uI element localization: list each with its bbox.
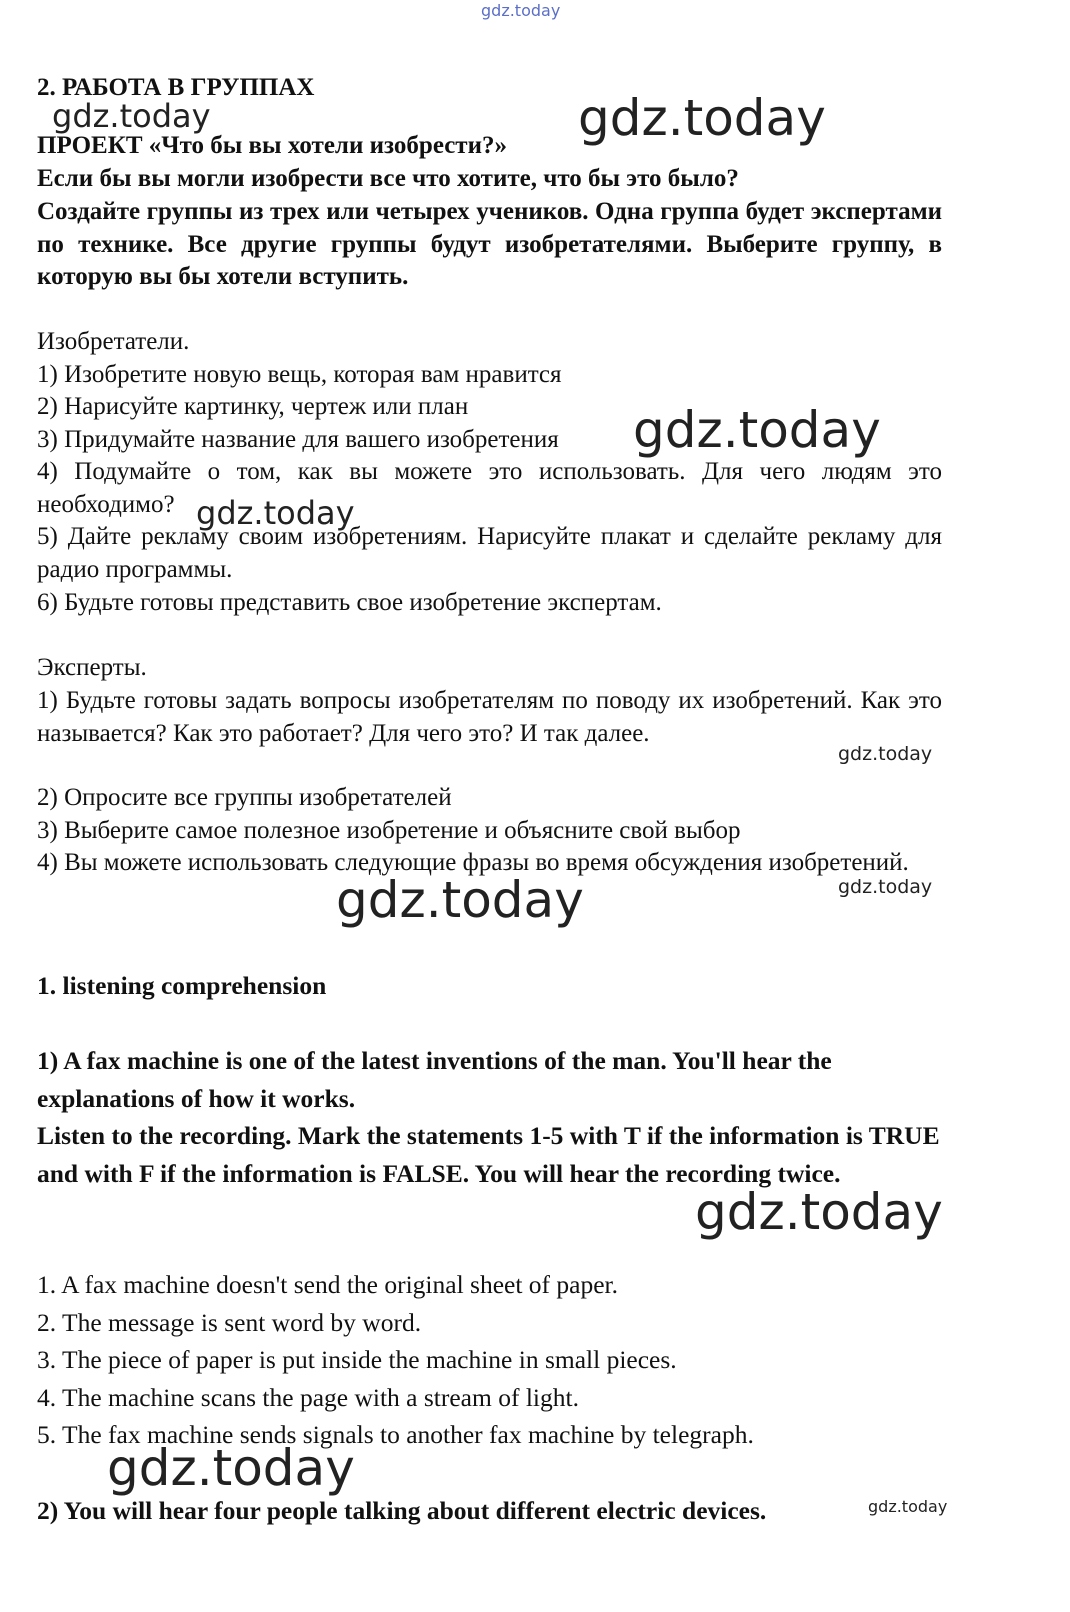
inventors-item-6: 6) Будьте готовы представить свое изобретение экспертам. [37,589,662,616]
watermark-text: gdz.today [196,494,355,532]
watermark-text: gdz.today [838,743,933,765]
inventors-item-2: 2) Нарисуйте картинку, чертеж или план [37,393,469,420]
inventors-item-3: 3) Придумайте название для вашего изобретения [37,426,559,453]
watermark-text: gdz.today [52,97,211,135]
task1-instructions: Listen to the recording. Mark the statements 1-5 with T if the information is TRUE and with F if the information is FALSE. You will hear the recording twice. [37,1121,940,1188]
inventors-item-4: 4) Подумайте о том, как вы можете это использовать. Для чего людям это необходимо? [37,458,942,518]
task1-intro: 1) A fax machine is one of the latest inventions of the man. You'll hear the explanations of how it works. [37,1046,832,1113]
inventors-item-5: 5) Дайте рекламу своим изобретениям. Нарисуйте плакат и сделайте рекламу для радио программы. [37,523,942,583]
watermark-text: gdz.today [868,1497,948,1516]
listening-heading: 1. listening comprehension [37,971,327,1000]
statement-3: 3. The piece of paper is put inside the machine in small pieces. [37,1345,677,1374]
statement-2: 2. The message is sent word by word. [37,1308,422,1337]
watermark-text: gdz.today [578,89,826,147]
experts-title: Эксперты. [37,654,147,681]
project-instructions: Создайте группы из трех или четырех учеников. Одна группа будет экспертами по технике. Все другие группы будут изобретателями. Выберите группу, в которую вы бы хотели вступить. [37,198,942,291]
project-question: Если бы вы могли изобрести все что хотите, что бы это было? [37,165,739,192]
watermark-text: gdz.today [336,871,584,929]
experts-item-3: 3) Выберите самое полезное изобретение и объясните свой выбор [37,817,741,844]
watermark-text: gdz.today [838,876,933,898]
task2-intro: 2) You will hear four people talking about different electric devices. [37,1496,767,1525]
watermark-text: gdz.today [481,1,561,20]
experts-item-1: 1) Будьте готовы задать вопросы изобретателям по поводу их изобретений. Как это называется? Как это работает? Для чего это? И так далее. [37,687,942,747]
statement-1: 1. A fax machine doesn't send the original sheet of paper. [37,1270,619,1299]
watermark-text: gdz.today [633,401,881,459]
experts-item-2: 2) Опросите все группы изобретателей [37,784,452,811]
statement-4: 4. The machine scans the page with a stream of light. [37,1383,579,1412]
statement-5: 5. The fax machine sends signals to another fax machine by telegraph. [37,1420,754,1449]
inventors-title: Изобретатели. [37,328,190,355]
watermark-text: gdz.today [695,1183,943,1241]
watermark-text: gdz.today [107,1439,355,1497]
experts-item-4: 4) Вы можете использовать следующие фразы во время обсуждения изобретений. [37,849,909,876]
section-heading-groups: 2. РАБОТА В ГРУППАХ [37,74,315,101]
inventors-item-1: 1) Изобретите новую вещь, которая вам нравится [37,361,562,388]
project-title: ПРОЕКТ «Что бы вы хотели изобрести?» [37,132,507,159]
